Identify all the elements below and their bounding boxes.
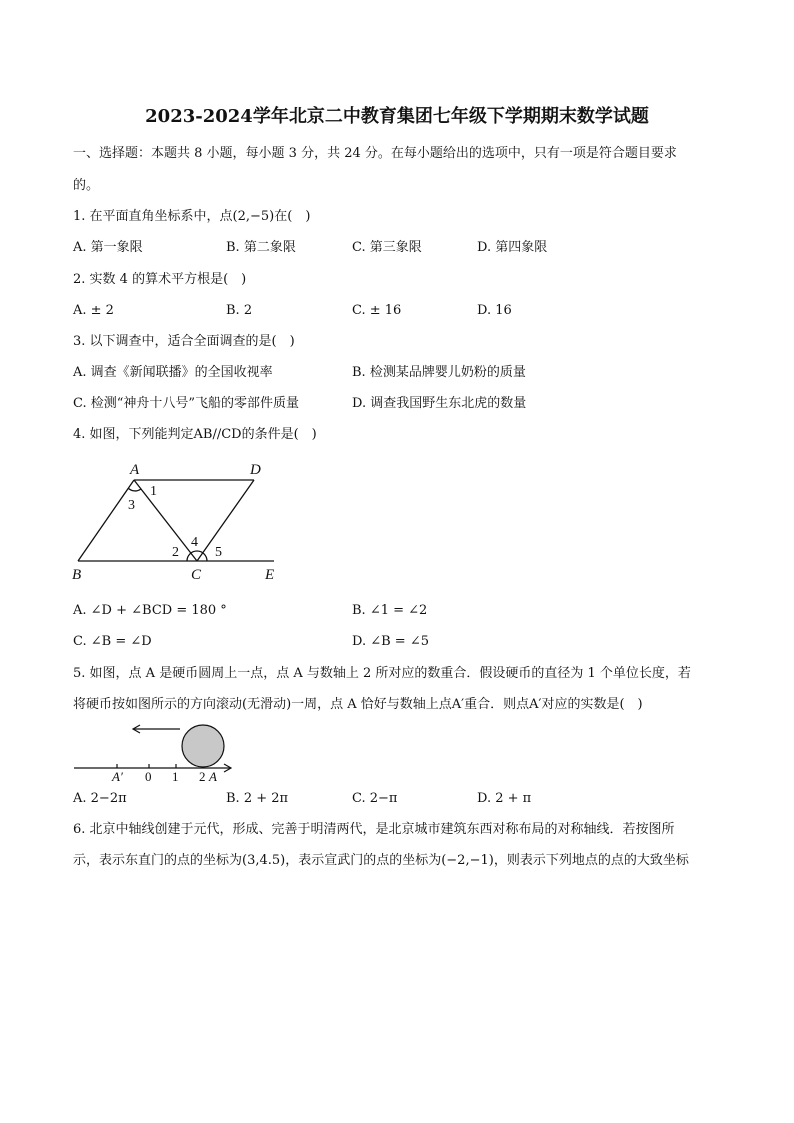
label-point-c: C [191,567,202,583]
label-angle-4: 4 [191,535,198,550]
question-3-option-d: D. 调查我国野生东北虎的数量 [352,396,527,411]
label-angle-1: 1 [150,484,157,499]
question-4-option-c: C. ∠B = ∠D [73,634,152,649]
parallelogram-figure [66,456,296,586]
question-2-stem: 2. 实数 4 的算术平方根是( ) [73,272,247,287]
question-1-option-b: B. 第二象限 [226,240,296,255]
segment-cd [197,480,254,561]
coin [182,725,224,767]
question-5-option-c: C. 2−π [352,791,398,806]
label-point-a: A [130,462,140,478]
question-4-option-d: D. ∠B = ∠5 [352,634,429,649]
question-6-stem-line1: 6. 北京中轴线创建于元代，形成、完善于明清两代，是北京城市建筑东西对称布局的对称轴线．若按图所 [73,822,675,837]
angle-arc-a [128,488,141,491]
question-2-option-a: A. ± 2 [73,303,114,318]
question-5-stem-line1: 5. 如图，点 A 是硬币圆周上一点，点 A 与数轴上 2 所对应的数重合．假设硬币的直径为 1 个单位长度，若 [73,666,691,681]
section-heading-line1: 一、选择题：本题共 8 小题，每小题 3 分，共 24 分。在每小题给出的选项中，只有一项是符合题目要求 [73,146,677,161]
label-point-d: D [250,462,261,478]
question-5-option-a: A. 2−2π [73,791,127,806]
segment-ab [78,480,134,561]
question-1-option-a: A. 第一象限 [73,240,143,255]
label-one: 1 [172,769,179,784]
coin-number-line-figure [70,718,240,784]
question-6-stem-line2: 示，表示东直门的点的坐标为(3,4.5)，表示宣武门的点的坐标为(−2,−1)，则表示下列地点的点的大致坐标 [73,853,689,868]
page-title: 2023-2024学年北京二中教育集团七年级下学期期末数学试题 [145,106,649,127]
question-1-option-d: D. 第四象限 [477,240,548,255]
segment-ac [134,480,197,561]
label-zero: 0 [145,769,152,784]
question-5-option-b: B. 2 + 2π [226,791,289,806]
question-2-option-b: B. 2 [226,303,253,318]
question-3-option-b: B. 检测某品牌婴儿奶粉的质量 [352,365,526,380]
question-4-option-a: A. ∠D + ∠BCD = 180 ° [73,603,227,618]
label-point-e: E [265,567,275,583]
label-angle-2: 2 [172,545,179,560]
question-3-option-a: A. 调查《新闻联播》的全国收视率 [73,365,273,380]
label-angle-5: 5 [215,545,222,560]
question-4-stem: 4. 如图，下列能判定AB//CD的条件是( ) [73,427,317,442]
section-heading-line2: 的。 [73,178,100,193]
question-2-option-d: D. 16 [477,303,512,318]
question-1-stem: 1. 在平面直角坐标系中，点(2,−5)在( ) [73,209,311,224]
label-a-prime: A′ [112,769,123,784]
label-angle-3: 3 [128,498,135,513]
label-a: A [209,769,217,784]
question-1-option-c: C. 第三象限 [352,240,422,255]
question-3-stem: 3. 以下调查中，适合全面调查的是( ) [73,334,295,349]
label-point-b: B [72,567,82,583]
question-2-option-c: C. ± 16 [352,303,402,318]
question-4-option-b: B. ∠1 = ∠2 [352,603,428,618]
label-two: 2 [199,769,206,784]
question-5-stem-line2: 将硬币按如图所示的方向滚动(无滑动)一周，点 A 恰好与数轴上点A′重合．则点A′对应的实数是( ) [73,697,643,712]
question-5-option-d: D. 2 + π [477,791,532,806]
question-3-option-c: C. 检测“神舟十八号”飞船的零部件质量 [73,396,300,411]
